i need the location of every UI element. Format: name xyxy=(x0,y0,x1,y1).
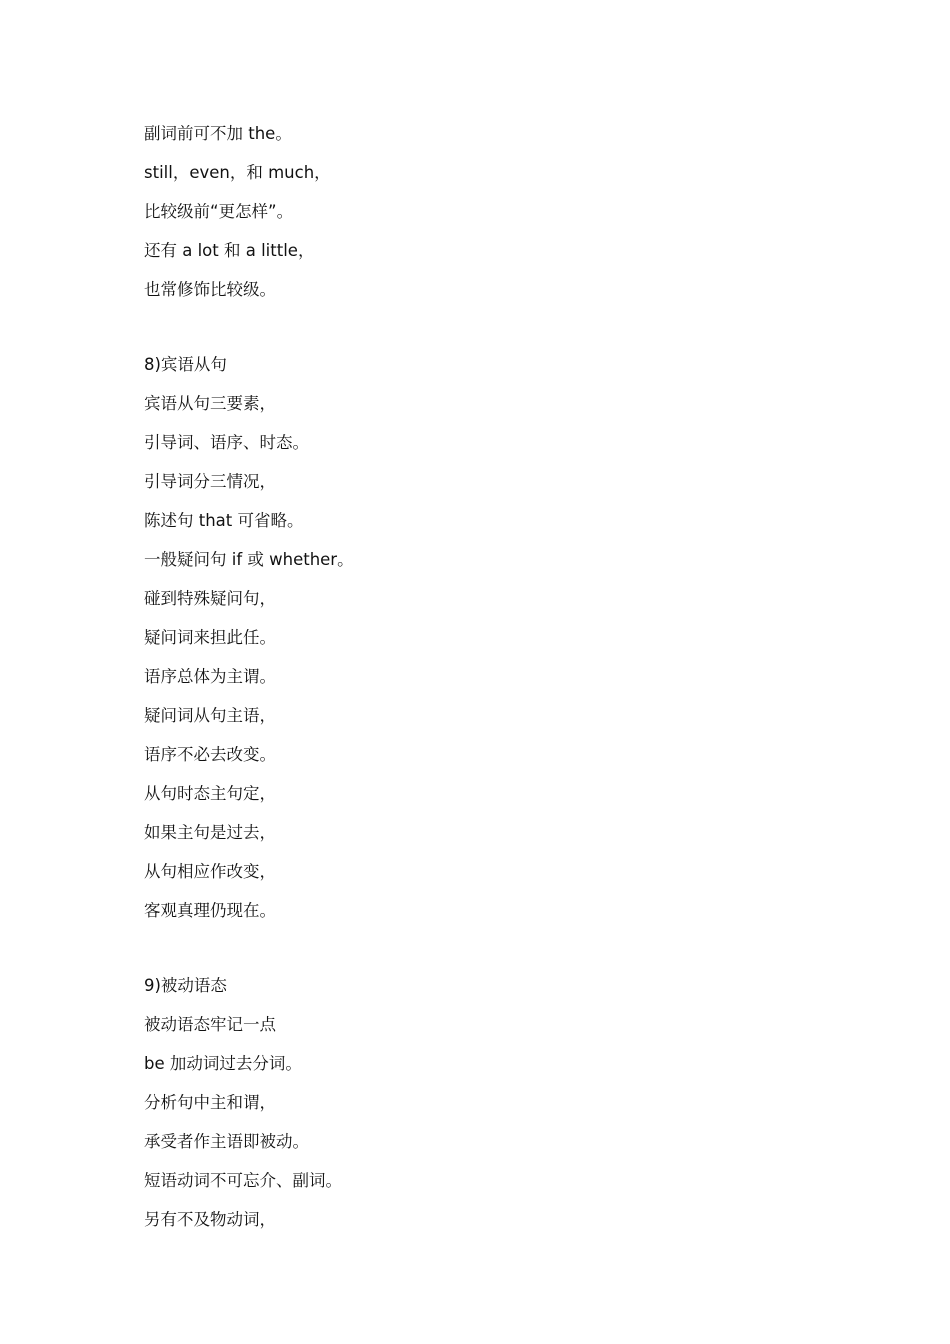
text-line: 比较级前“更怎样”。 xyxy=(144,202,294,221)
text-line: 语序不必去改变。 xyxy=(144,745,276,764)
text-line: 一般疑问句 if 或 whether。 xyxy=(144,550,354,569)
text-line: 被动语态牢记一点 xyxy=(144,1015,276,1034)
text-line: 从句相应作改变， xyxy=(144,862,276,881)
text-line: 也常修饰比较级。 xyxy=(144,280,276,299)
section-comparative-continued xyxy=(144,114,844,309)
text-line: 分析句中主和谓， xyxy=(144,1093,276,1112)
text-line: still，even，和 much， xyxy=(144,163,331,182)
text-line: 碰到特殊疑问句， xyxy=(144,589,276,608)
text-line: 引导词、语序、时态。 xyxy=(144,433,309,452)
text-line: 另有不及物动词， xyxy=(144,1210,276,1229)
text-line: 从句时态主句定， xyxy=(144,784,276,803)
section-heading: 9)被动语态 xyxy=(144,976,227,995)
text-line: 疑问词来担此任。 xyxy=(144,628,276,647)
text-line: 宾语从句三要素， xyxy=(144,394,276,413)
text-line: be 加动词过去分词。 xyxy=(144,1054,302,1073)
paragraph-spacer xyxy=(144,930,844,966)
paragraph-spacer xyxy=(144,309,844,345)
text-line: 承受者作主语即被动。 xyxy=(144,1132,309,1151)
text-line: 客观真理仍现在。 xyxy=(144,901,276,920)
text-line: 如果主句是过去， xyxy=(144,823,276,842)
text-line: 短语动词不可忘介、副词。 xyxy=(144,1171,342,1190)
text-line: 疑问词从句主语， xyxy=(144,706,276,725)
text-line: 副词前可不加 the。 xyxy=(144,124,292,143)
section-heading: 8)宾语从句 xyxy=(144,355,227,374)
text-line: 语序总体为主谓。 xyxy=(144,667,276,686)
document-body xyxy=(144,114,844,1239)
section-object-clause xyxy=(144,345,844,930)
text-line: 引导词分三情况， xyxy=(144,472,276,491)
section-passive-voice xyxy=(144,966,844,1239)
text-line: 还有 a lot 和 a little， xyxy=(144,241,315,260)
text-line: 陈述句 that 可省略。 xyxy=(144,511,304,530)
